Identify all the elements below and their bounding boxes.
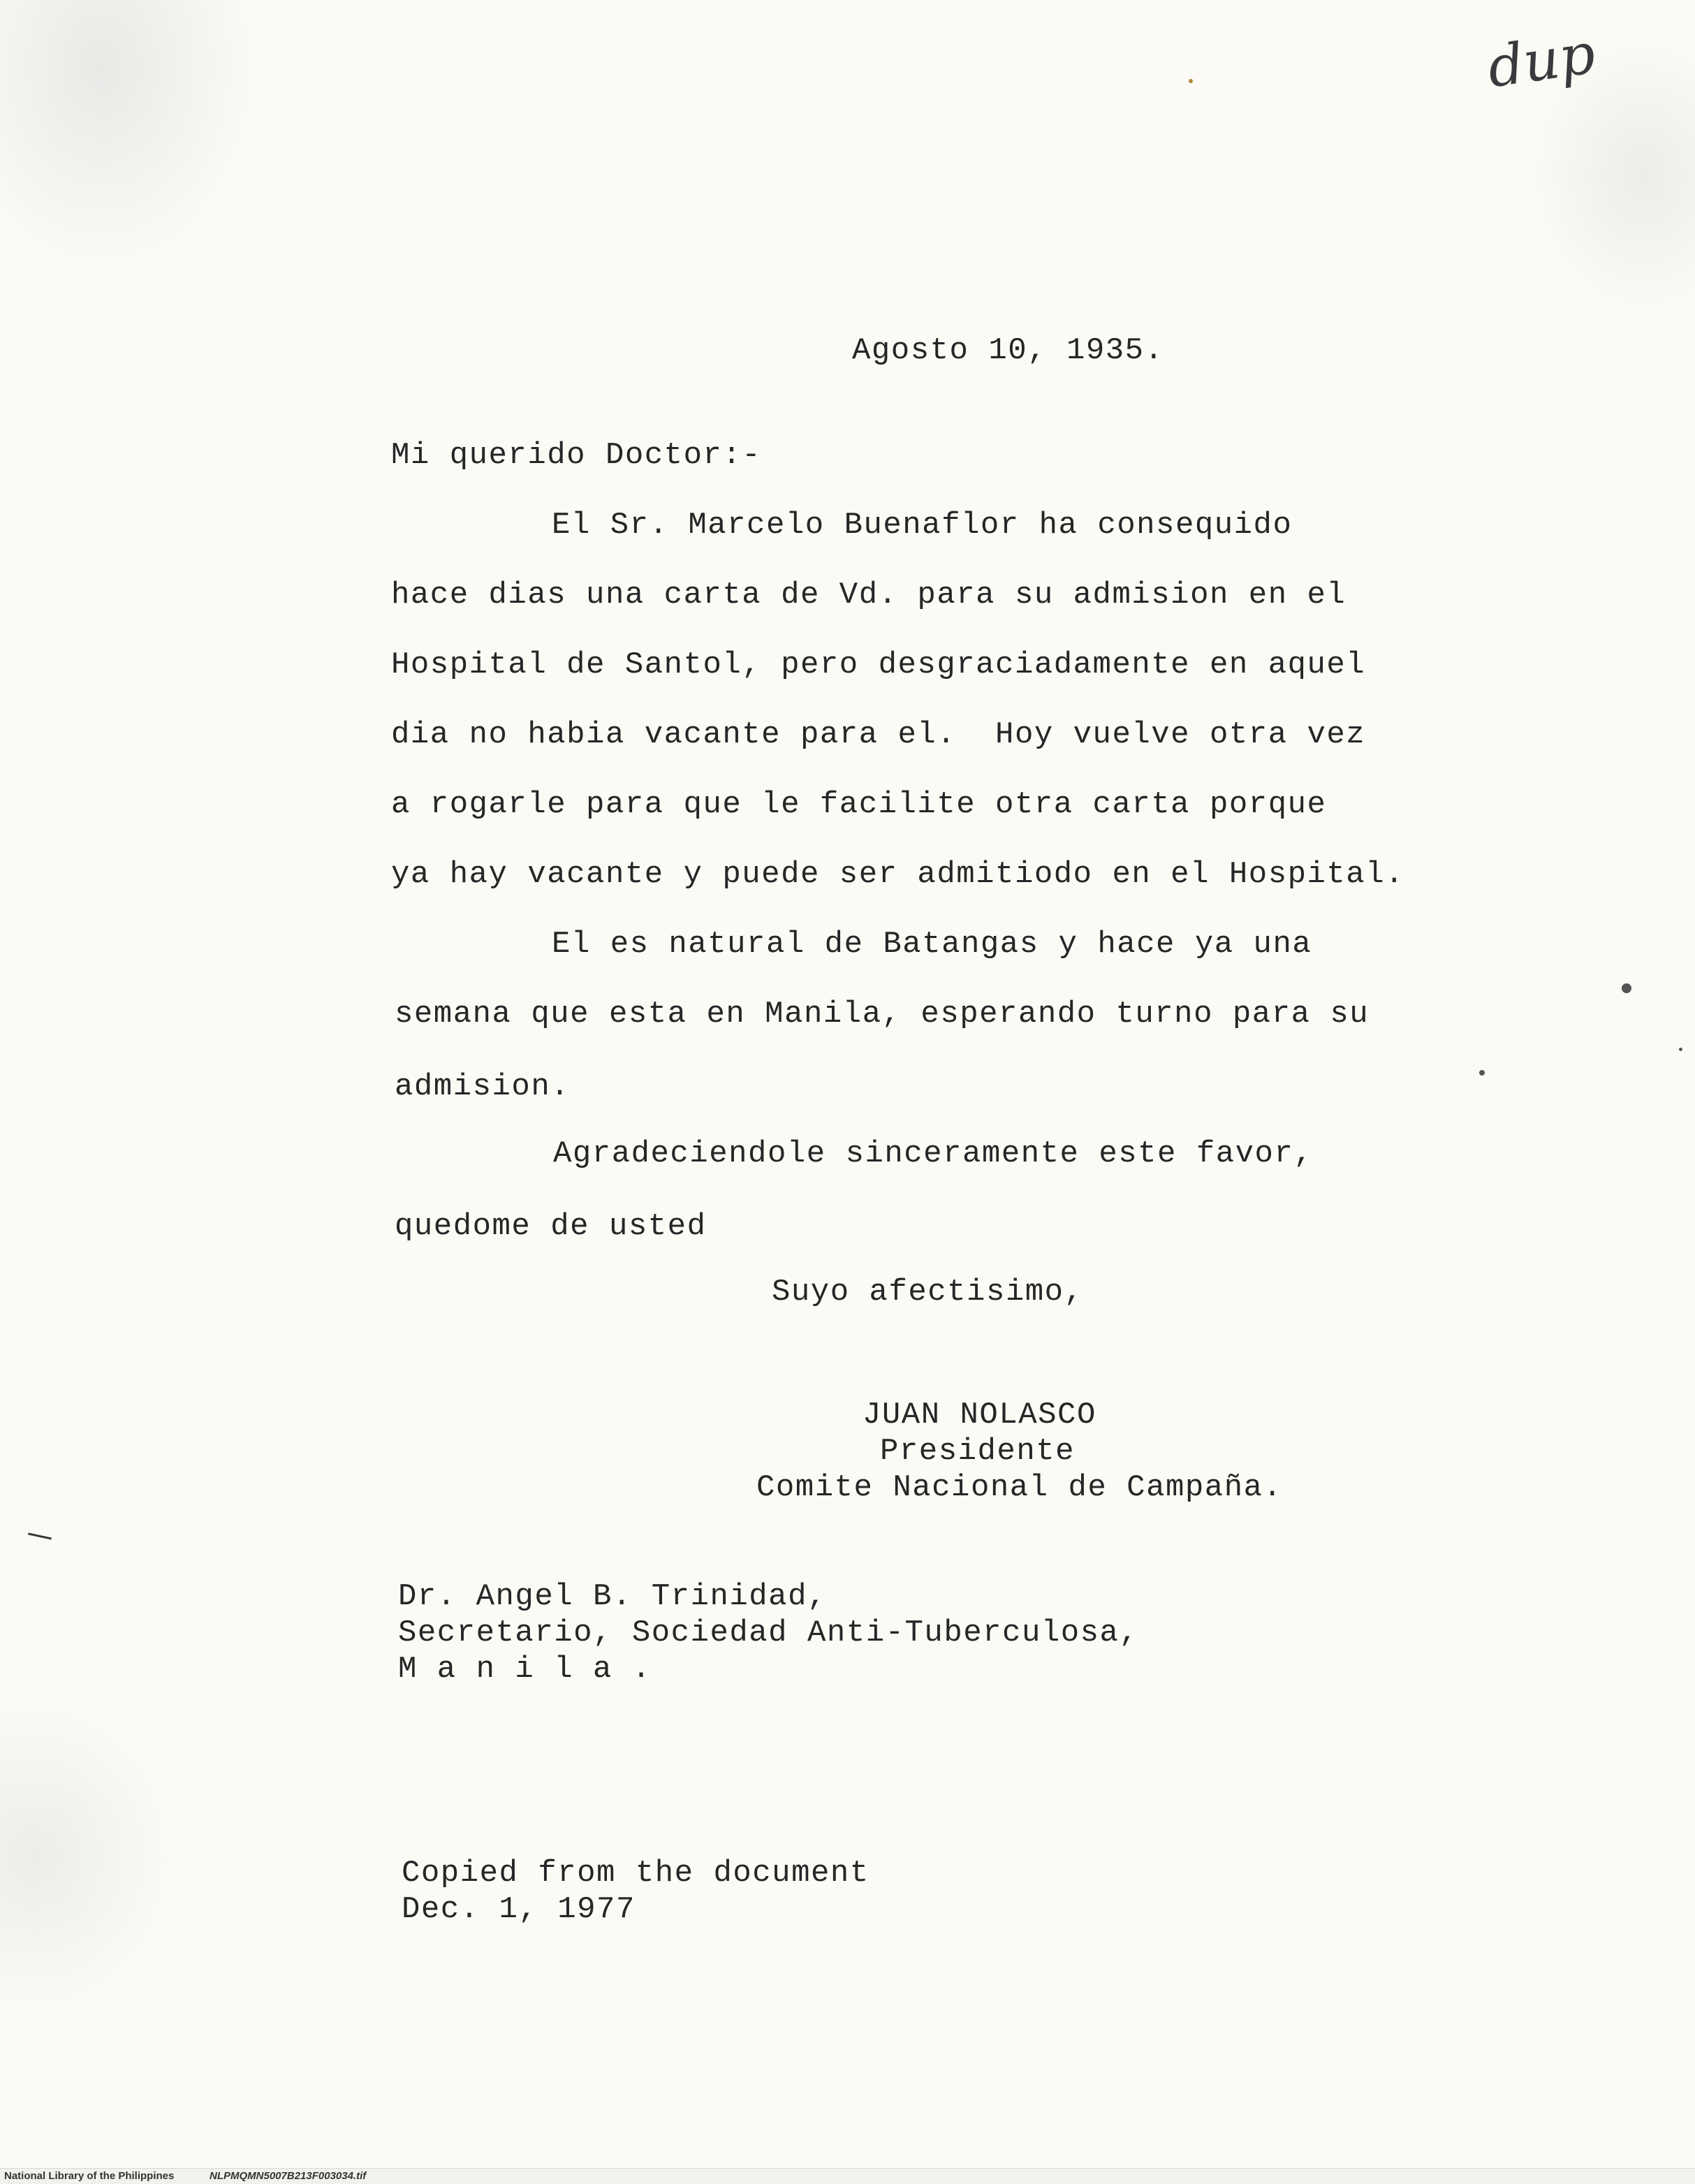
scan-footer	[0, 2168, 1695, 2184]
ink-speck	[1679, 1048, 1682, 1051]
signature-title: Presidente	[880, 1434, 1076, 1469]
handwritten-note: dup	[1483, 20, 1599, 101]
recipient-position: Secretario, Sociedad Anti-Tuberculosa,	[398, 1615, 1139, 1650]
letter-closing: Suyo afectisimo,	[772, 1275, 1084, 1310]
body-line: Agradeciendole sinceramente este favor,	[553, 1136, 1314, 1171]
body-line: ya hay vacante y puede ser admitiodo en el Hospital.	[391, 857, 1405, 892]
copy-note-line1: Copied from the document	[402, 1856, 869, 1891]
body-line: El Sr. Marcelo Buenaflor ha consequido	[552, 508, 1293, 543]
body-line: admision.	[395, 1069, 571, 1104]
letter-salutation: Mi querido Doctor:-	[391, 438, 762, 473]
body-line: quedome de usted	[395, 1209, 707, 1244]
letter-date: Agosto 10, 1935.	[852, 333, 1164, 368]
recipient-city: M a n i l a .	[398, 1652, 652, 1687]
ink-speck	[1479, 1070, 1485, 1076]
body-line: semana que esta en Manila, esperando turno para su	[395, 997, 1370, 1032]
body-line: a rogarle para que le facilite otra carta porque	[391, 787, 1327, 822]
signature-organization: Comite Nacional de Campaña.	[756, 1470, 1283, 1505]
body-line: Hospital de Santol, pero desgraciadamente en aquel	[391, 647, 1366, 682]
footer-source: National Library of the Philippines	[4, 2170, 175, 2182]
ink-speck	[1622, 983, 1631, 993]
body-line: dia no habia vacante para el. Hoy vuelve otra vez	[391, 717, 1366, 752]
signature-name: JUAN NOLASCO	[863, 1398, 1096, 1432]
copy-note-date: Dec. 1, 1977	[402, 1892, 636, 1927]
ink-speck	[1189, 79, 1193, 83]
footer-file-id: NLPMQMN5007B213F003034.tif	[210, 2170, 367, 2182]
body-line: hace dias una carta de Vd. para su admision en el	[391, 578, 1347, 613]
ink-mark	[28, 1532, 52, 1539]
recipient-name: Dr. Angel B. Trinidad,	[398, 1579, 827, 1614]
body-line: El es natural de Batangas y hace ya una	[552, 927, 1312, 962]
